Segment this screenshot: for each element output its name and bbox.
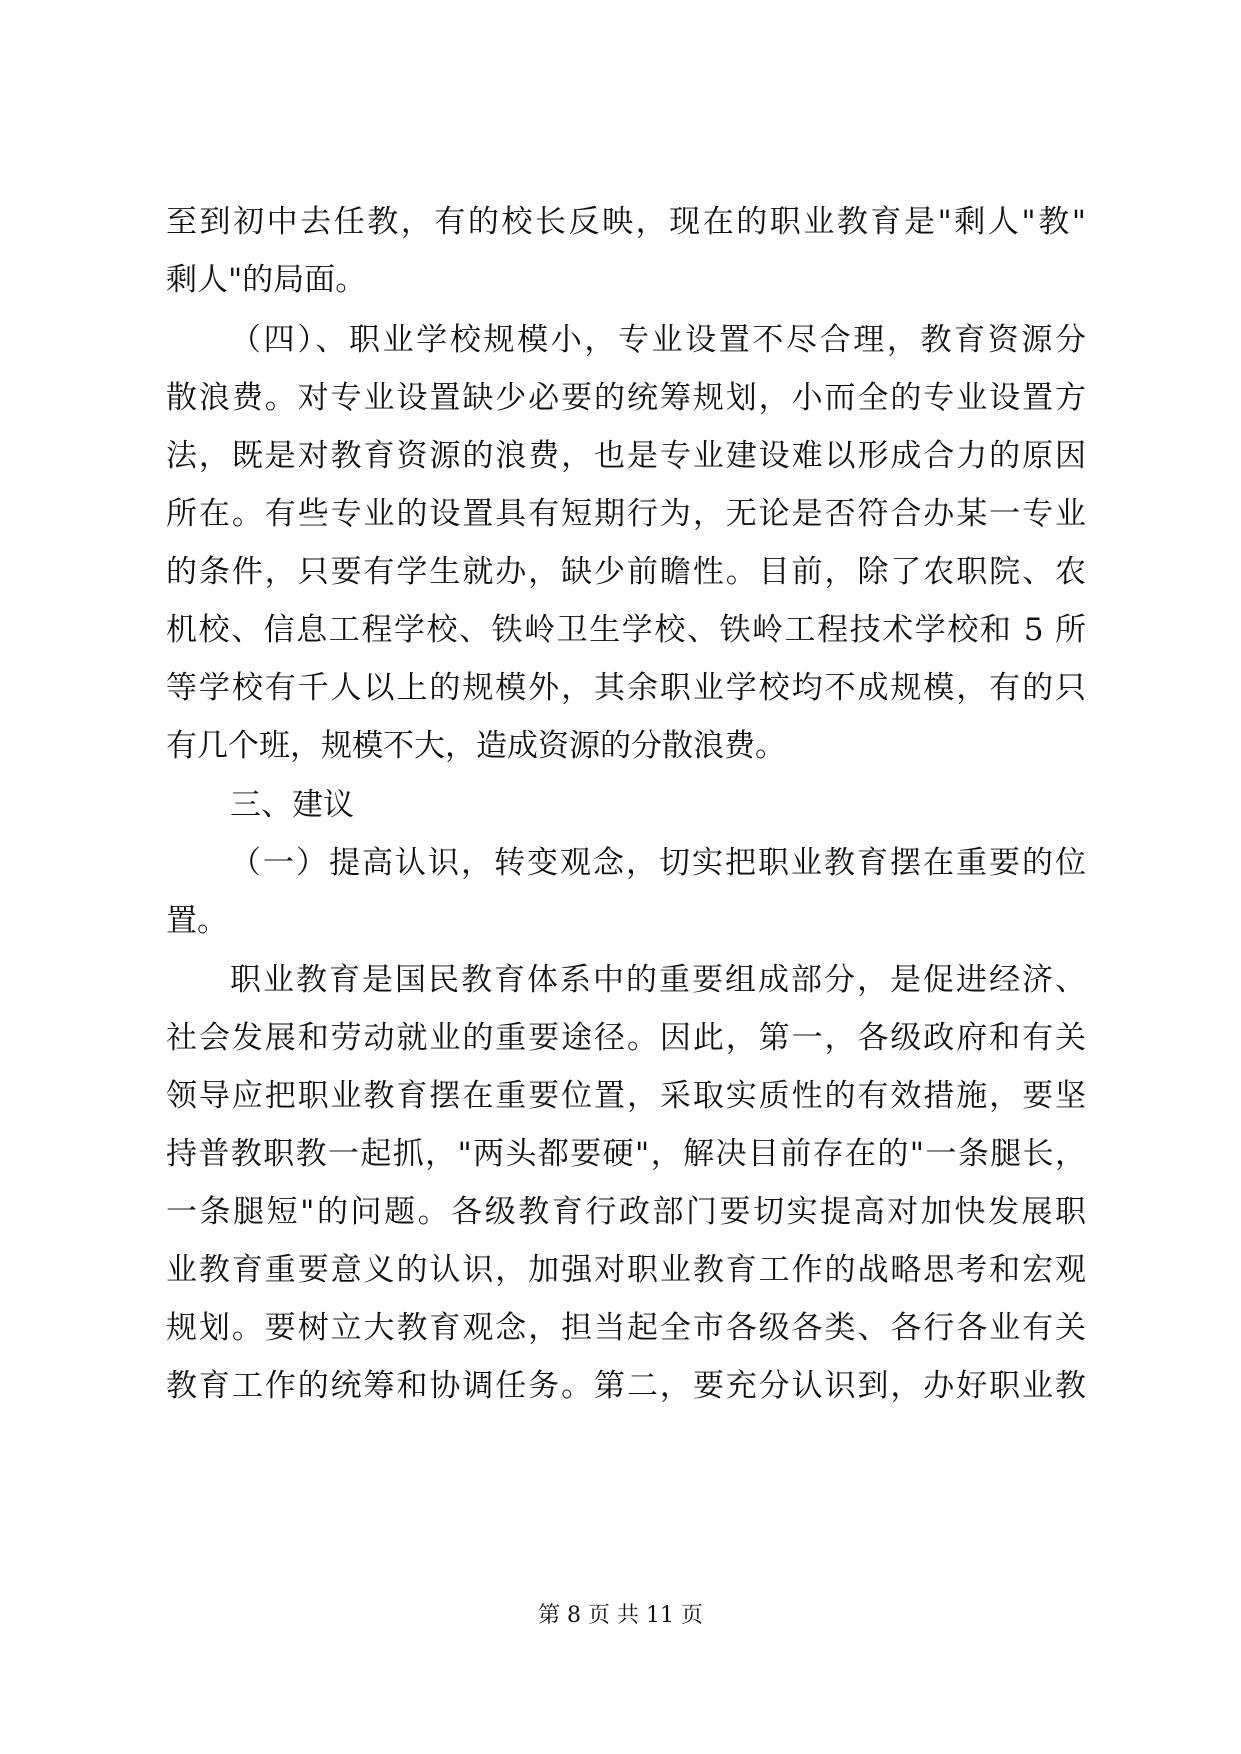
text-line: 法，既是对教育资源的浪费，也是专业建设难以形成合力的原因	[166, 438, 1086, 474]
text-line: 社会发展和劳动就业的重要途径。因此，第一，各级政府和有关	[166, 1020, 1086, 1056]
text-line: 至到初中去任教，有的校长反映，现在的职业教育是"剩人"教"	[166, 204, 1086, 240]
text-line: 剩人"的局面。	[166, 262, 367, 298]
text-line: 等学校有千人以上的规模外，其余职业学校均不成规模，有的只	[166, 670, 1086, 706]
text-line: 三、建议	[230, 787, 354, 823]
text-line: 有几个班，规模不大，造成资源的分散浪费。	[166, 728, 786, 764]
text-line: 领导应把职业教育摆在重要位置，采取实质性的有效措施，要坚	[166, 1078, 1086, 1114]
text-line: 机校、信息工程学校、铁岭卫生学校、铁岭工程技术学校和 5 所	[166, 612, 1086, 648]
text-line: 教育工作的统筹和协调任务。第二，要充分认识到，办好职业教	[166, 1368, 1086, 1404]
text-line: 职业教育是国民教育体系中的重要组成部分，是促进经济、	[230, 962, 1086, 998]
text-line: 的条件，只要有学生就办，缺少前瞻性。目前，除了农职院、农	[166, 554, 1086, 590]
text-line: 置。	[166, 903, 228, 939]
text-line: （一）提高认识，转变观念，切实把职业教育摆在重要的位	[230, 845, 1086, 881]
text-line: 规划。要树立大教育观念，担当起全市各级各类、各行各业有关	[166, 1310, 1086, 1346]
text-line: （四）、职业学校规模小，专业设置不尽合理，教育资源分	[230, 322, 1086, 358]
text-line: 一条腿短"的问题。各级教育行政部门要切实提高对加快发展职	[166, 1194, 1086, 1230]
page-footer: 第 8 页 共 11 页	[538, 1603, 703, 1628]
text-line: 业教育重要意义的认识，加强对职业教育工作的战略思考和宏观	[166, 1252, 1086, 1288]
text-line: 持普教职教一起抓，"两头都要硬"，解决目前存在的"一条腿长，	[166, 1136, 1086, 1172]
text-line: 散浪费。对专业设置缺少必要的统筹规划，小而全的专业设置方	[166, 380, 1086, 416]
text-line: 所在。有些专业的设置具有短期行为，无论是否符合办某一专业	[166, 496, 1086, 532]
